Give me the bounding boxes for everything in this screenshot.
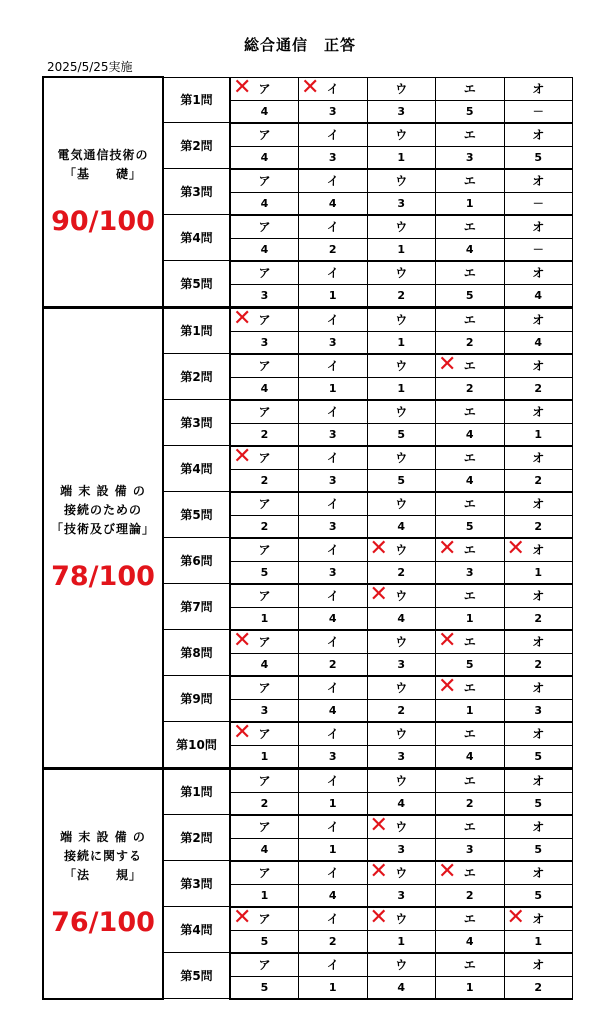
answer-cell: 4 (504, 331, 573, 354)
key-cell: ウ (367, 492, 436, 516)
key-cell: エ (436, 953, 505, 977)
answer-cell: 1 (367, 377, 436, 400)
answer-cell: 2 (230, 423, 299, 446)
key-cell: オ (504, 446, 573, 470)
answer-cell: 3 (299, 331, 368, 354)
question-label: 第2問 (163, 354, 230, 400)
key-cell: オ ✕ (504, 907, 573, 931)
wrong-mark-icon: ✕ (233, 445, 252, 469)
answer-cell: 2 (230, 469, 299, 492)
answer-cell: 4 (230, 653, 299, 676)
answer-cell: 4 (230, 238, 299, 261)
answer-cell: 5 (367, 423, 436, 446)
answer-cell: 3 (299, 515, 368, 538)
wrong-mark-icon: ✕ (438, 629, 457, 653)
answer-cell: 5 (504, 884, 573, 907)
question-label: 第5問 (163, 492, 230, 538)
answer-cell: 5 (436, 284, 505, 307)
answer-cell: 1 (367, 331, 436, 354)
answer-cell: 1 (367, 930, 436, 953)
key-cell: エ ✕ (436, 861, 505, 885)
answer-cell: 1 (299, 792, 368, 815)
question-key-row (43, 77, 573, 100)
answer-cell: 1 (299, 284, 368, 307)
answer-cell: 3 (299, 423, 368, 446)
key-cell: ウ (367, 261, 436, 285)
answer-cell: 1 (230, 607, 299, 630)
wrong-mark-icon: ✕ (438, 860, 457, 884)
key-cell: オ (504, 77, 573, 100)
key-cell: ウ ✕ (367, 584, 436, 608)
key-cell: オ (504, 861, 573, 885)
answer-cell: － (504, 192, 573, 215)
key-cell: オ (504, 261, 573, 285)
key-cell: オ (504, 722, 573, 746)
key-cell: エ (436, 123, 505, 147)
key-cell: ア (230, 261, 299, 285)
key-cell: エ (436, 261, 505, 285)
answer-cell: 2 (436, 331, 505, 354)
section-label: 「法 規」 (63, 868, 142, 882)
exam-date: 2025/5/25実施 (47, 60, 133, 74)
answer-cell: 2 (504, 607, 573, 630)
wrong-mark-icon: ✕ (369, 906, 388, 930)
answer-cell: 4 (230, 838, 299, 861)
answer-cell: 4 (436, 423, 505, 446)
key-cell: オ (504, 169, 573, 193)
wrong-mark-icon: ✕ (369, 860, 388, 884)
key-cell: ア (230, 815, 299, 839)
answer-cell: 4 (436, 238, 505, 261)
answer-cell: 2 (436, 377, 505, 400)
answer-cell: 4 (436, 745, 505, 768)
section-score: 78/100 (51, 561, 155, 592)
answer-cell: 1 (504, 423, 573, 446)
key-cell: エ ✕ (436, 354, 505, 378)
answer-cell: 4 (230, 192, 299, 215)
answer-cell: 4 (299, 192, 368, 215)
answer-cell: 4 (299, 607, 368, 630)
answer-cell: 4 (230, 146, 299, 169)
key-cell: オ (504, 953, 573, 977)
answer-cell: 1 (504, 930, 573, 953)
answer-cell: 2 (299, 653, 368, 676)
key-cell: イ (299, 400, 368, 424)
answer-cell: 3 (367, 100, 436, 123)
answer-cell: 1 (367, 238, 436, 261)
key-cell: ウ (367, 630, 436, 654)
answer-cell: 3 (367, 838, 436, 861)
answer-cell: 3 (299, 561, 368, 584)
key-cell: ウ (367, 77, 436, 100)
answer-cell: － (504, 238, 573, 261)
question-label: 第5問 (163, 953, 230, 999)
key-cell: イ (299, 538, 368, 562)
answer-cell: 1 (436, 607, 505, 630)
wrong-mark-icon: ✕ (301, 77, 320, 100)
answer-cell: 3 (367, 884, 436, 907)
answer-cell: 4 (367, 792, 436, 815)
key-cell: イ (299, 261, 368, 285)
answer-cell: 4 (299, 699, 368, 722)
key-cell: イ (299, 722, 368, 746)
key-cell: オ (504, 400, 573, 424)
key-cell: ウ (367, 768, 436, 792)
answer-cell: 2 (299, 238, 368, 261)
key-cell: ウ (367, 953, 436, 977)
key-cell: イ (299, 446, 368, 470)
question-label: 第1問 (163, 77, 230, 123)
section-label: 端 末 設 備 の (60, 484, 146, 498)
wrong-mark-icon: ✕ (233, 629, 252, 653)
wrong-mark-icon: ✕ (233, 721, 252, 745)
answer-table (42, 76, 573, 1000)
key-cell: エ (436, 400, 505, 424)
key-cell: オ ✕ (504, 538, 573, 562)
key-cell: ア (230, 354, 299, 378)
question-label: 第2問 (163, 123, 230, 169)
section-cell (43, 77, 163, 307)
wrong-mark-icon: ✕ (233, 307, 252, 331)
answer-cell: 5 (367, 469, 436, 492)
key-cell: ア (230, 768, 299, 792)
wrong-mark-icon: ✕ (369, 583, 388, 607)
key-cell: オ (504, 676, 573, 700)
key-cell: エ (436, 768, 505, 792)
question-label: 第8問 (163, 630, 230, 676)
answer-cell: 5 (504, 792, 573, 815)
key-cell: ア (230, 861, 299, 885)
key-cell: イ (299, 492, 368, 516)
answer-cell: 4 (299, 884, 368, 907)
question-label: 第1問 (163, 307, 230, 354)
key-cell: エ (436, 492, 505, 516)
key-cell: ア ✕ (230, 446, 299, 470)
answer-cell: 1 (299, 377, 368, 400)
answer-cell: 3 (436, 838, 505, 861)
key-cell: ウ (367, 446, 436, 470)
question-key-row (43, 768, 573, 792)
key-cell: イ (299, 354, 368, 378)
key-cell: オ (504, 354, 573, 378)
key-cell: エ (436, 446, 505, 470)
key-cell: エ ✕ (436, 630, 505, 654)
answer-cell: 3 (299, 469, 368, 492)
question-label: 第3問 (163, 400, 230, 446)
key-cell: ア ✕ (230, 307, 299, 331)
key-cell: ウ (367, 400, 436, 424)
key-cell: ア (230, 400, 299, 424)
answer-cell: 4 (436, 930, 505, 953)
key-cell: エ (436, 584, 505, 608)
key-cell: イ (299, 861, 368, 885)
question-label: 第10問 (163, 722, 230, 769)
question-key-row (43, 307, 573, 331)
answer-cell: 2 (230, 792, 299, 815)
key-cell: ウ (367, 215, 436, 239)
key-cell: ア (230, 584, 299, 608)
answer-cell: 5 (504, 838, 573, 861)
question-label: 第7問 (163, 584, 230, 630)
section-score: 90/100 (51, 205, 155, 237)
answer-cell: 1 (367, 146, 436, 169)
key-cell: ア ✕ (230, 77, 299, 100)
section-cell (43, 768, 163, 999)
key-cell: イ (299, 307, 368, 331)
question-label: 第3問 (163, 169, 230, 215)
answer-cell: 3 (230, 699, 299, 722)
wrong-mark-icon: ✕ (233, 77, 252, 100)
key-cell: ア (230, 169, 299, 193)
key-cell: ウ (367, 676, 436, 700)
answer-cell: 1 (436, 192, 505, 215)
wrong-mark-icon: ✕ (506, 906, 525, 930)
answer-cell: 1 (230, 745, 299, 768)
answer-cell: 3 (230, 331, 299, 354)
answer-cell: 3 (436, 561, 505, 584)
key-cell: ウ ✕ (367, 861, 436, 885)
question-label: 第4問 (163, 446, 230, 492)
answer-cell: 3 (299, 745, 368, 768)
answer-cell: 4 (504, 284, 573, 307)
answer-cell: 2 (504, 469, 573, 492)
answer-cell: 2 (504, 377, 573, 400)
answer-cell: 5 (504, 745, 573, 768)
key-cell: イ (299, 815, 368, 839)
key-cell: イ (299, 215, 368, 239)
key-cell: オ (504, 215, 573, 239)
answer-cell: 3 (230, 284, 299, 307)
key-cell: オ (504, 123, 573, 147)
answer-cell: 2 (230, 515, 299, 538)
question-label: 第9問 (163, 676, 230, 722)
answer-cell: 4 (367, 607, 436, 630)
wrong-mark-icon: ✕ (438, 675, 457, 699)
key-cell: ウ ✕ (367, 907, 436, 931)
wrong-mark-icon: ✕ (369, 814, 388, 838)
answer-cell: 5 (436, 653, 505, 676)
question-label: 第4問 (163, 907, 230, 953)
question-label: 第6問 (163, 538, 230, 584)
answer-cell: 3 (504, 699, 573, 722)
answer-cell: 5 (436, 515, 505, 538)
answer-cell: 5 (504, 146, 573, 169)
key-cell: エ (436, 907, 505, 931)
key-cell: ウ (367, 169, 436, 193)
answer-cell: 3 (299, 146, 368, 169)
key-cell: イ (299, 630, 368, 654)
key-cell: エ (436, 815, 505, 839)
section-label: 接続のための (63, 503, 142, 517)
key-cell: ウ ✕ (367, 815, 436, 839)
key-cell: ア (230, 492, 299, 516)
question-label: 第1問 (163, 768, 230, 815)
answer-cell: 4 (367, 976, 436, 999)
key-cell: エ ✕ (436, 538, 505, 562)
answer-cell: 2 (436, 884, 505, 907)
answer-cell: 5 (230, 976, 299, 999)
key-cell: イ (299, 907, 368, 931)
key-cell: イ (299, 169, 368, 193)
key-cell: イ (299, 953, 368, 977)
key-cell: ウ (367, 307, 436, 331)
key-cell: エ (436, 215, 505, 239)
answer-cell: 1 (230, 884, 299, 907)
answer-cell: 2 (367, 561, 436, 584)
answer-cell: 4 (230, 100, 299, 123)
page-title: 総合通信 正答 (243, 36, 356, 54)
key-cell: ア (230, 538, 299, 562)
section-label: 電気通信技術の (57, 147, 149, 162)
answer-cell: 4 (367, 515, 436, 538)
answer-cell: 2 (504, 515, 573, 538)
key-cell: エ (436, 169, 505, 193)
answer-cell: 2 (367, 699, 436, 722)
section-label: 「技術及び理論」 (50, 522, 155, 536)
key-cell: ア (230, 215, 299, 239)
answer-cell: 1 (436, 976, 505, 999)
question-label: 第3問 (163, 861, 230, 907)
key-cell: オ (504, 584, 573, 608)
key-cell: ア ✕ (230, 907, 299, 931)
key-cell: イ (299, 584, 368, 608)
answer-cell: 5 (230, 561, 299, 584)
key-cell: イ (299, 123, 368, 147)
key-cell: ア ✕ (230, 722, 299, 746)
wrong-mark-icon: ✕ (233, 906, 252, 930)
wrong-mark-icon: ✕ (438, 537, 457, 561)
key-cell: エ (436, 722, 505, 746)
answer-cell: － (504, 100, 573, 123)
key-cell: ア (230, 953, 299, 977)
answer-cell: 2 (504, 653, 573, 676)
answer-cell: 3 (367, 653, 436, 676)
answer-cell: 3 (299, 100, 368, 123)
section-cell (43, 307, 163, 768)
key-cell: ウ ✕ (367, 538, 436, 562)
key-cell: ア (230, 676, 299, 700)
answer-cell: 5 (436, 100, 505, 123)
answer-cell: 1 (299, 976, 368, 999)
key-cell: オ (504, 307, 573, 331)
answer-cell: 1 (436, 699, 505, 722)
key-cell: ア ✕ (230, 630, 299, 654)
key-cell: イ ✕ (299, 77, 368, 100)
wrong-mark-icon: ✕ (369, 537, 388, 561)
answer-cell: 2 (436, 792, 505, 815)
key-cell: オ (504, 492, 573, 516)
key-cell: オ (504, 815, 573, 839)
answer-cell: 3 (367, 192, 436, 215)
answer-cell: 5 (230, 930, 299, 953)
question-label: 第4問 (163, 215, 230, 261)
answer-cell: 4 (230, 377, 299, 400)
answer-cell: 4 (436, 469, 505, 492)
key-cell: ウ (367, 722, 436, 746)
wrong-mark-icon: ✕ (438, 353, 457, 377)
key-cell: ウ (367, 354, 436, 378)
question-label: 第5問 (163, 261, 230, 308)
answer-cell: 2 (367, 284, 436, 307)
answer-cell: 3 (367, 745, 436, 768)
key-cell: イ (299, 676, 368, 700)
key-cell: エ (436, 307, 505, 331)
section-label: 接続に関する (63, 849, 142, 863)
answer-cell: 3 (436, 146, 505, 169)
section-label: 「基 礎」 (63, 166, 142, 181)
wrong-mark-icon: ✕ (506, 537, 525, 561)
key-cell: オ (504, 630, 573, 654)
key-cell: エ ✕ (436, 676, 505, 700)
key-cell: オ (504, 768, 573, 792)
key-cell: イ (299, 768, 368, 792)
answer-cell: 2 (504, 976, 573, 999)
key-cell: ア (230, 123, 299, 147)
section-label: 端 末 設 備 の (60, 830, 146, 844)
key-cell: ウ (367, 123, 436, 147)
answer-cell: 2 (299, 930, 368, 953)
answer-cell: 1 (504, 561, 573, 584)
key-cell: エ (436, 77, 505, 100)
section-score: 76/100 (51, 907, 155, 938)
question-label: 第2問 (163, 815, 230, 861)
answer-cell: 1 (299, 838, 368, 861)
